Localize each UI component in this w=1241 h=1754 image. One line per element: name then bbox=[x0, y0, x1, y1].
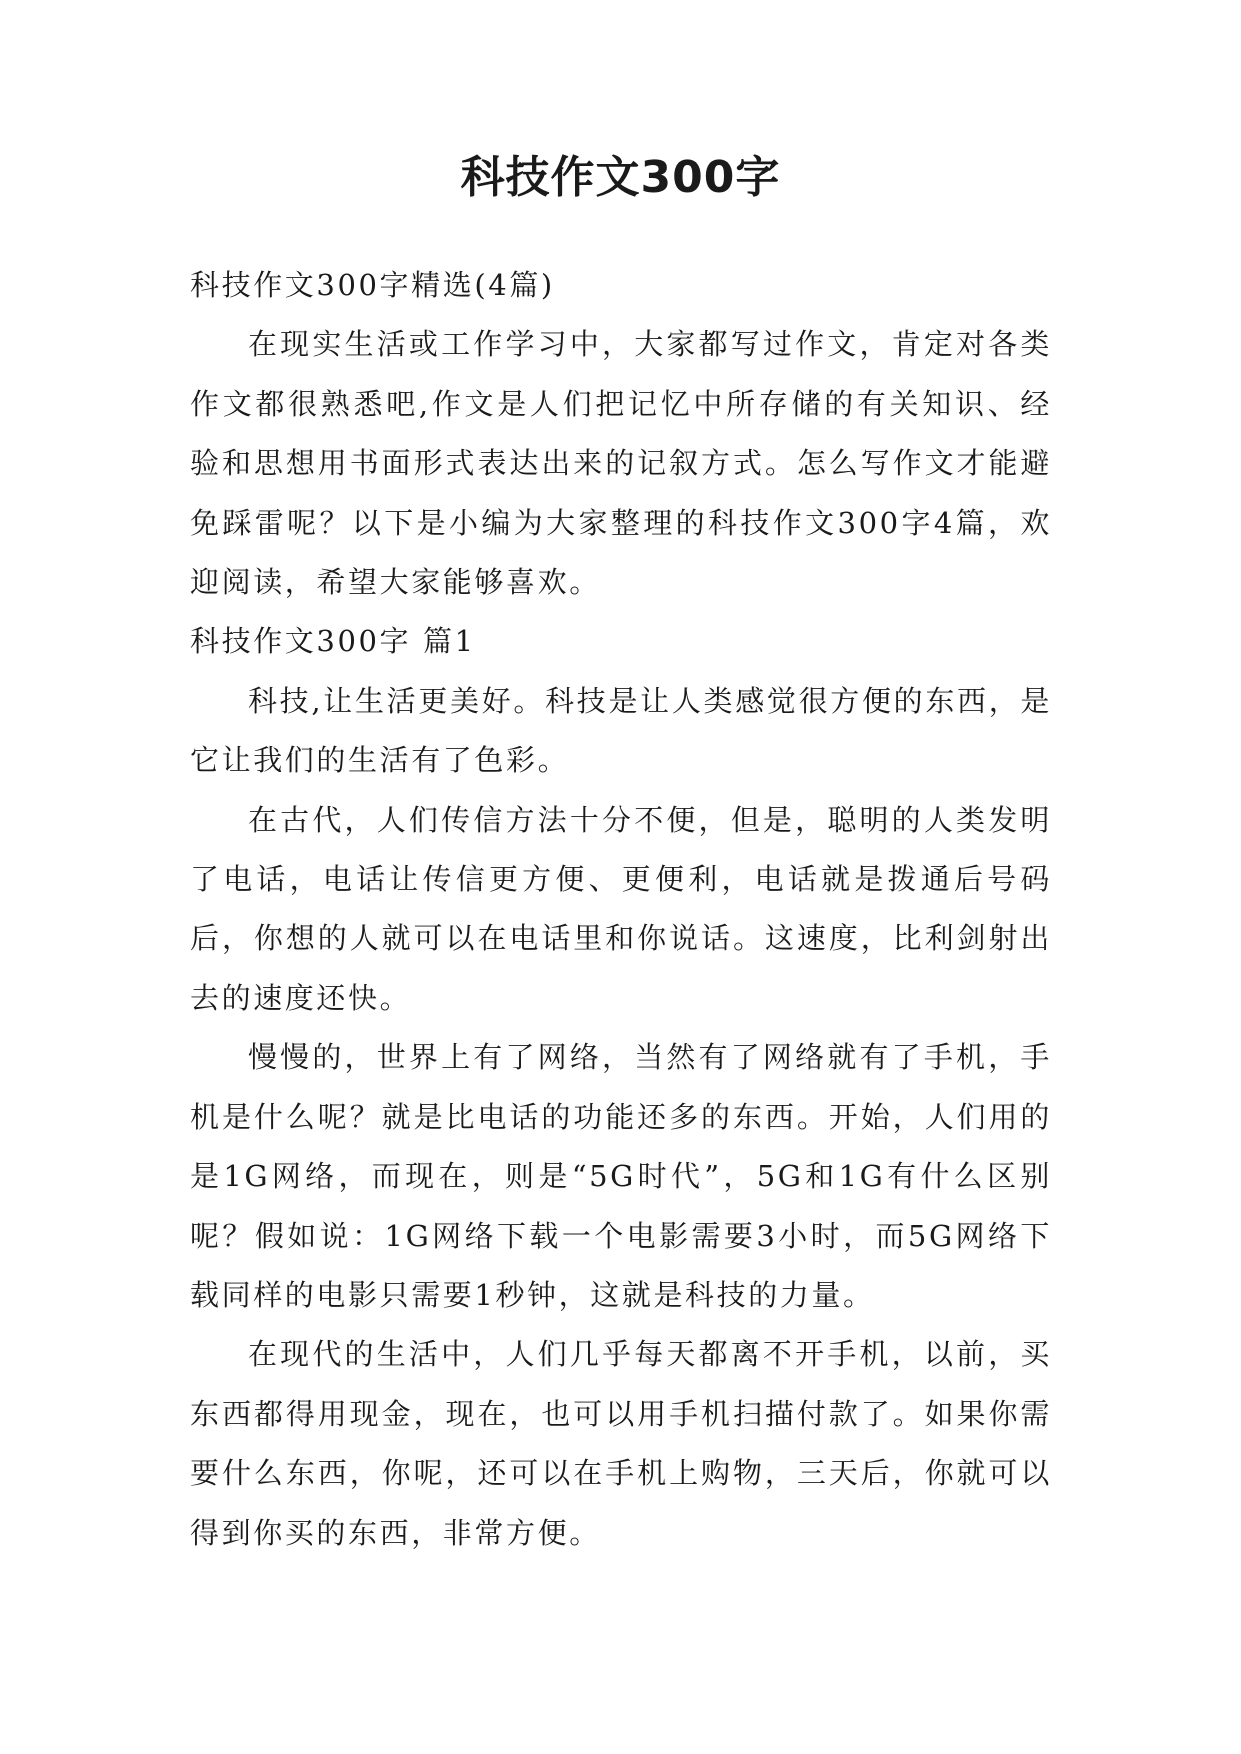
paragraph: 在古代，人们传信方法十分不便，但是，聪明的人类发明了电话，电话让传信更方便、更便利，电话就是拨通后号码后，你想的人就可以在电话里和你说话。这速度，比利剑射出去的速度还快。 bbox=[190, 802, 1052, 1015]
document-body bbox=[190, 256, 1052, 1563]
paragraph-intro: 在现实生活或工作学习中，大家都写过作文，肯定对各类作文都很熟悉吧,作文是人们把记忆中所存储的有关知识、经验和思想用书面形式表达出来的记叙方式。怎么写作文才能避免踩雷呢？以下是小编为大家整理的科技作文300字4篇，欢迎阅读，希望大家能够喜欢。 bbox=[190, 327, 1052, 600]
section-heading-intro: 科技作文300字精选(4篇) bbox=[190, 268, 555, 302]
paragraph: 科技,让生活更美好。科技是让人类感觉很方便的东西，是它让我们的生活有了色彩。 bbox=[190, 683, 1052, 778]
paragraph: 在现代的生活中，人们几乎每天都离不开手机，以前，买东西都得用现金，现在，也可以用手机扫描付款了。如果你需要什么东西，你呢，还可以在手机上购物，三天后，你就可以得到你买的东西，非常方便。 bbox=[190, 1337, 1052, 1550]
paragraph: 慢慢的，世界上有了网络，当然有了网络就有了手机，手机是什么呢？就是比电话的功能还多的东西。开始，人们用的是1G网络，而现在，则是“5G时代”，5G和1G有什么区别呢？假如说：1G网络下载一个电影需要3小时，而5G网络下载同样的电影只需要1秒钟，这就是科技的力量。 bbox=[190, 1040, 1052, 1312]
section-heading-part-1: 科技作文300字 篇1 bbox=[190, 624, 476, 659]
document-title: 科技作文300字 bbox=[460, 152, 781, 203]
